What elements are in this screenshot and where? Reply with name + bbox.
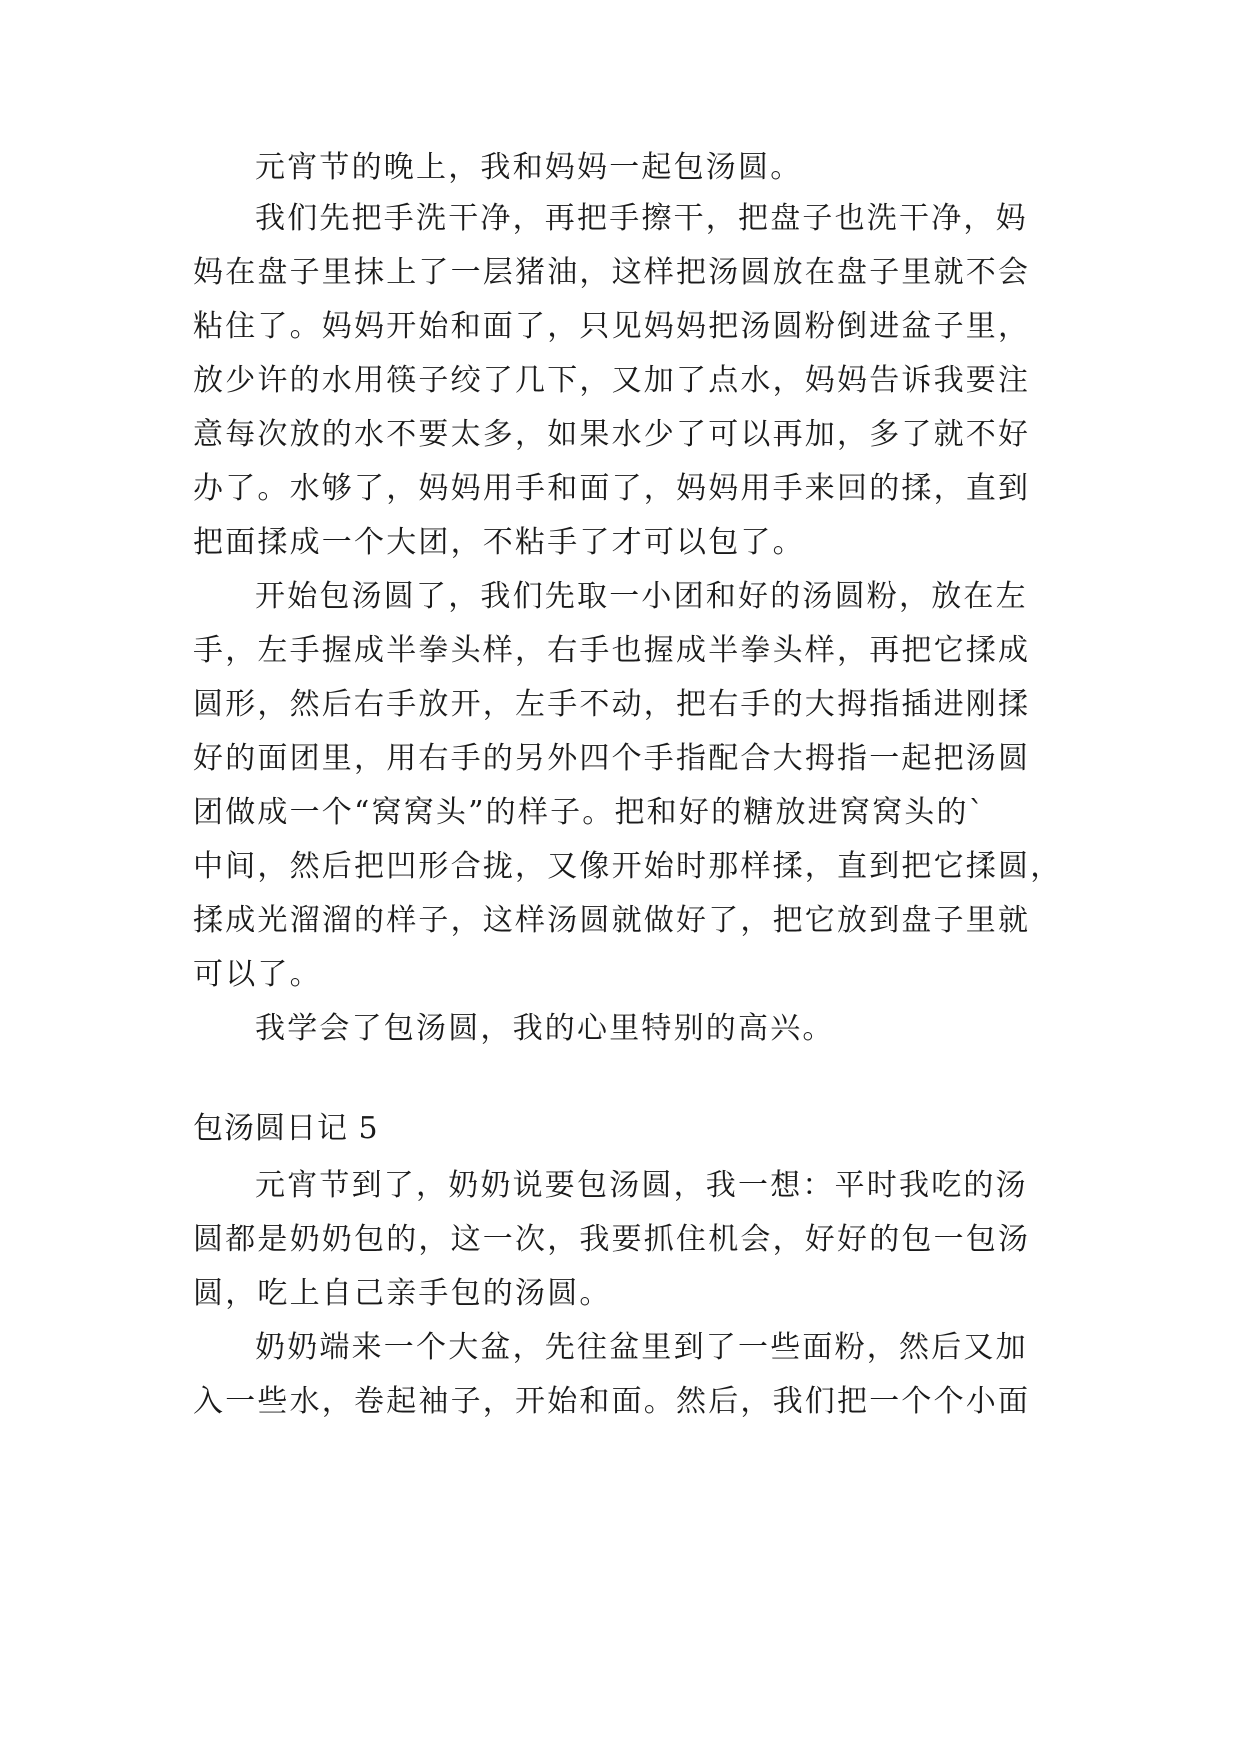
section-heading: 包汤圆日记 5 bbox=[193, 1111, 379, 1146]
paragraph-2-line-2: 妈在盘子里抹上了一层猪油，这样把汤圆放在盘子里就不会 bbox=[193, 255, 1031, 290]
paragraph-6-line-1: 奶奶端来一个大盆，先往盆里到了一些面粉，然后又加 bbox=[255, 1330, 1028, 1365]
paragraph-2-line-1: 我们先把手洗干净，再把手擦干，把盘子也洗干净，妈 bbox=[255, 201, 1028, 236]
paragraph-2-line-4: 放少许的水用筷子绞了几下，又加了点水，妈妈告诉我要注 bbox=[193, 363, 1031, 398]
paragraph-4-line-1: 我学会了包汤圆，我的心里特别的高兴。 bbox=[255, 1011, 835, 1046]
paragraph-3-line-5: 团做成一个“窝窝头”的样子。把和好的糖放进窝窝头的` bbox=[193, 795, 986, 830]
paragraph-2-line-5: 意每次放的水不要太多，如果水少了可以再加，多了就不好 bbox=[193, 417, 1031, 452]
paragraph-5-line-3: 圆，吃上自己亲手包的汤圆。 bbox=[193, 1276, 612, 1311]
paragraph-3-line-3: 圆形，然后右手放开，左手不动，把右手的大拇指插进刚揉 bbox=[193, 687, 1031, 722]
paragraph-2-line-6: 办了。水够了，妈妈用手和面了，妈妈用手来回的揉，直到 bbox=[193, 471, 1031, 506]
paragraph-3-line-2: 手，左手握成半拳头样，右手也握成半拳头样，再把它揉成 bbox=[193, 633, 1031, 668]
paragraph-1-line-1: 元宵节的晚上，我和妈妈一起包汤圆。 bbox=[255, 150, 803, 185]
paragraph-3-line-4: 好的面团里，用右手的另外四个手指配合大拇指一起把汤圆 bbox=[193, 741, 1031, 776]
paragraph-3-line-8: 可以了。 bbox=[193, 957, 322, 992]
paragraph-5-line-1: 元宵节到了，奶奶说要包汤圆，我一想：平时我吃的汤 bbox=[255, 1168, 1028, 1203]
paragraph-5-line-2: 圆都是奶奶包的，这一次，我要抓住机会，好好的包一包汤 bbox=[193, 1222, 1031, 1257]
paragraph-3-line-7: 揉成光溜溜的样子，这样汤圆就做好了，把它放到盘子里就 bbox=[193, 903, 1031, 938]
paragraph-6-line-2: 入一些水，卷起袖子，开始和面。然后，我们把一个个小面 bbox=[193, 1384, 1031, 1419]
paragraph-3-line-1: 开始包汤圆了，我们先取一小团和好的汤圆粉，放在左 bbox=[255, 579, 1028, 614]
paragraph-3-line-6: 中间，然后把凹形合拢，又像开始时那样揉，直到把它揉圆， bbox=[193, 849, 1063, 884]
paragraph-2-line-7: 把面揉成一个大团，不粘手了才可以包了。 bbox=[193, 525, 805, 560]
paragraph-2-line-3: 粘住了。妈妈开始和面了，只见妈妈把汤圆粉倒进盆子里， bbox=[193, 309, 1031, 344]
